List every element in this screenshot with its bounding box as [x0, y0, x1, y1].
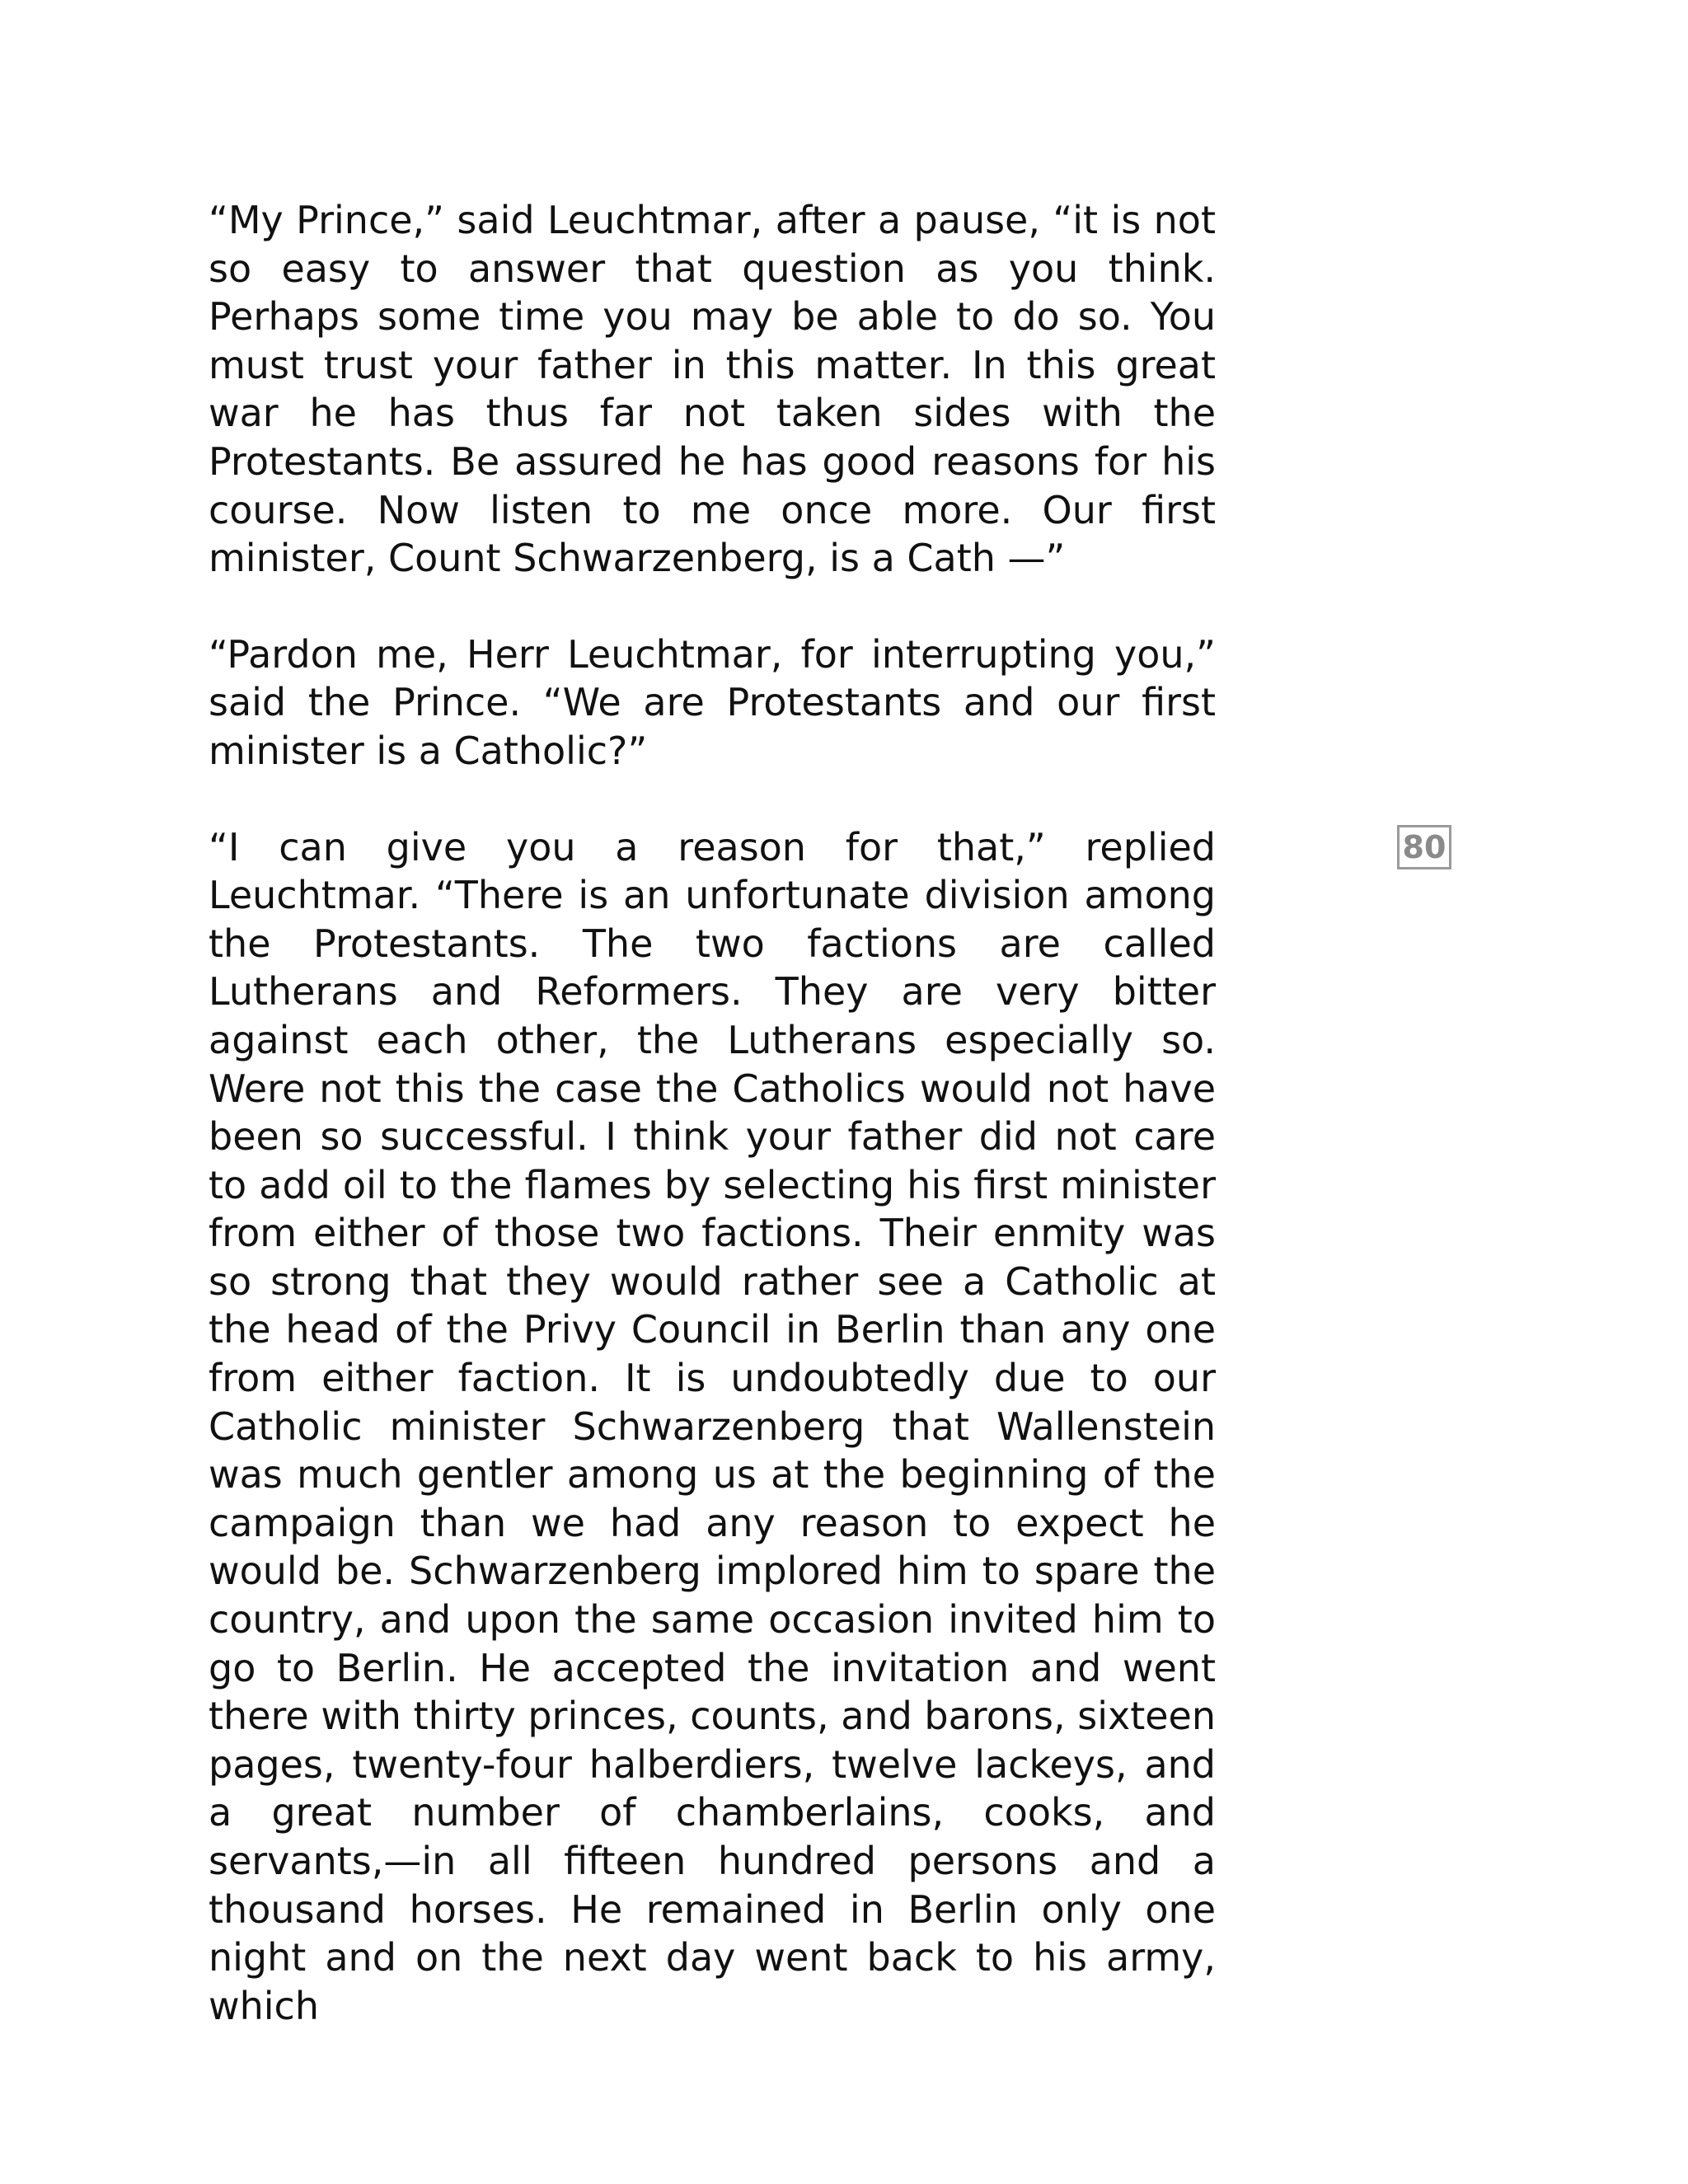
paragraph-1: “My Prince,” said Leuchtmar, after a pause, “it is not so easy to answer that question as you think. Perhaps some time you may be able to do so. You must trust your father in this matter. In this great war he has thus far not taken sides with the Protestants. Be assured he has good reasons for his course. Now listen to me once more. Our first minister, Count Schwarzenberg, is a Cath —” [209, 198, 1216, 581]
page-number-badge: 80 [1397, 825, 1451, 869]
text-column [209, 196, 1216, 2030]
paragraph-3: “I can give you a reason for that,” replied Leuchtmar. “There is an unfortunate division among the Protestants. The two factions are called Lutherans and Reformers. They are very bitter against each other, the Lutherans especially so. Were not this the case the Catholics would not have been so successful. I think your father did not care to add oil to the flames by selecting his first minister from either of those two factions. Their enmity was so strong that they would rather see a Catholic at the head of the Privy Council in Berlin than any one from either faction. It is undoubtedly due to our Catholic minister Schwarzenberg that Wallenstein was much gentler among us at the beginning of the campaign than we had any reason to expect he would be. Schwarzenberg implored him to spare the country, and upon the same occasion invited him to go to Berlin. He accepted the invitation and went there with thirty princes, counts, and barons, sixteen pages, twenty-four halberdiers, twelve lackeys, and a great number of chamberlains, cooks, and servants,—in all fifteen hundred persons and a thousand horses. He remained in Berlin only one night and on the next day went back to his army, which [209, 824, 1216, 2028]
paragraph-2: “Pardon me, Herr Leuchtmar, for interrupting you,” said the Prince. “We are Protestants and our first minister is a Catholic?” [209, 631, 1216, 773]
